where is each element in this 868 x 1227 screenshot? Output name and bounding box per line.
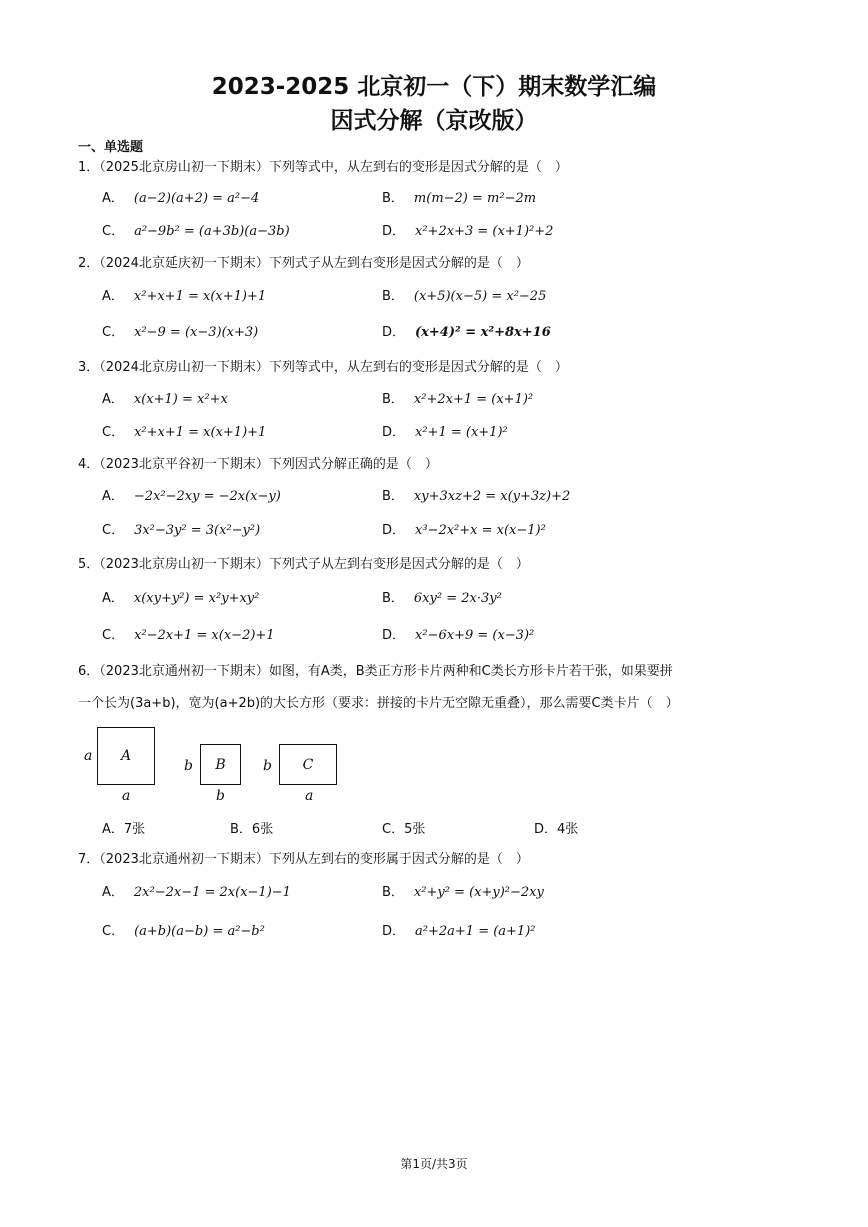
q1-option-a: A． (a−2)(a+2) = a²−4 xyxy=(102,191,260,206)
question-6-stem-line-2: 一个长为(3a+b)，宽为(a+2b)的大长方形（要求：拼接的卡片无空隙无重叠），那么需要C类卡片（ ） xyxy=(78,696,679,711)
page-footer: 第1页/共3页 xyxy=(400,1157,468,1171)
card-b-bottom-label: b xyxy=(216,788,225,804)
card-c: C xyxy=(279,744,337,785)
q6-option-c: C．5张 xyxy=(382,822,426,837)
q5-option-b: B． 6xy² = 2x·3y² xyxy=(382,591,502,606)
q1-option-c: C． a²−9b² = (a+3b)(a−3b) xyxy=(102,224,290,239)
question-7-stem: 7．（2023北京通州初一下期末）下列从左到右的变形属于因式分解的是（ ） xyxy=(78,852,529,867)
q2-option-c: C． x²−9 = (x−3)(x+3) xyxy=(102,325,259,340)
q4-option-a: A． −2x²−2xy = −2x(x−y) xyxy=(102,489,281,504)
card-a-bottom-label: a xyxy=(122,788,131,804)
question-5-stem: 5．（2023北京房山初一下期末）下列式子从左到右变形是因式分解的是（ ） xyxy=(78,557,529,572)
q3-option-d: D． x²+1 = (x+1)² xyxy=(382,425,508,440)
card-a: A xyxy=(97,727,155,785)
q7-option-d: D． a²+2a+1 = (a+1)² xyxy=(382,924,536,939)
question-1-stem: 1．（2025北京房山初一下期末）下列等式中，从左到右的变形是因式分解的是（ ） xyxy=(78,160,568,175)
question-6-stem-line-1: 6．（2023北京通州初一下期末）如图，有A类，B类正方形卡片两种和C类长方形卡片若干张，如果要拼 xyxy=(78,664,673,679)
q7-option-c: C． (a+b)(a−b) = a²−b² xyxy=(102,924,265,939)
question-3-stem: 3．（2024北京房山初一下期末）下列等式中，从左到右的变形是因式分解的是（ ） xyxy=(78,360,568,375)
question-2-stem: 2．（2024北京延庆初一下期末）下列式子从左到右变形是因式分解的是（ ） xyxy=(78,256,529,271)
q2-option-a: A． x²+x+1 = x(x+1)+1 xyxy=(102,289,267,304)
card-b-side-label: b xyxy=(184,758,193,774)
q3-option-b: B． x²+2x+1 = (x+1)² xyxy=(382,392,534,407)
q6-option-d: D．4张 xyxy=(534,822,579,837)
q3-option-a: A． x(x+1) = x²+x xyxy=(102,392,228,407)
q5-option-d: D． x²−6x+9 = (x−3)² xyxy=(382,628,535,643)
card-a-side-label: a xyxy=(84,748,93,764)
q5-option-a: A． x(xy+y²) = x²y+xy² xyxy=(102,591,260,606)
q2-option-d: D． (x+4)² = x²+8x+16 xyxy=(382,325,551,340)
q1-option-d: D． x²+2x+3 = (x+1)²+2 xyxy=(382,224,554,239)
card-b: B xyxy=(200,744,241,785)
q1-option-b: B． m(m−2) = m²−2m xyxy=(382,191,537,206)
title-line-2: 因式分解（京改版） xyxy=(330,108,538,134)
card-c-bottom-label: a xyxy=(305,788,314,804)
q7-option-b: B． x²+y² = (x+y)²−2xy xyxy=(382,885,544,900)
q4-option-c: C． 3x²−3y² = 3(x²−y²) xyxy=(102,523,261,538)
q2-option-b: B． (x+5)(x−5) = x²−25 xyxy=(382,289,547,304)
q6-option-b: B．6张 xyxy=(230,822,274,837)
section-heading: 一、单选题 xyxy=(78,140,144,155)
q3-option-c: C． x²+x+1 = x(x+1)+1 xyxy=(102,425,267,440)
q5-option-c: C． x²−2x+1 = x(x−2)+1 xyxy=(102,628,275,643)
card-c-side-label: b xyxy=(263,758,272,774)
q4-option-d: D． x³−2x²+x = x(x−1)² xyxy=(382,523,546,538)
title-line-1: 2023-2025 北京初一（下）期末数学汇编 xyxy=(211,74,657,100)
q7-option-a: A． 2x²−2x−1 = 2x(x−1)−1 xyxy=(102,885,291,900)
question-4-stem: 4．（2023北京平谷初一下期末）下列因式分解正确的是（ ） xyxy=(78,457,438,472)
q6-option-a: A．7张 xyxy=(102,822,146,837)
q4-option-b: B． xy+3xz+2 = x(y+3z)+2 xyxy=(382,489,571,504)
